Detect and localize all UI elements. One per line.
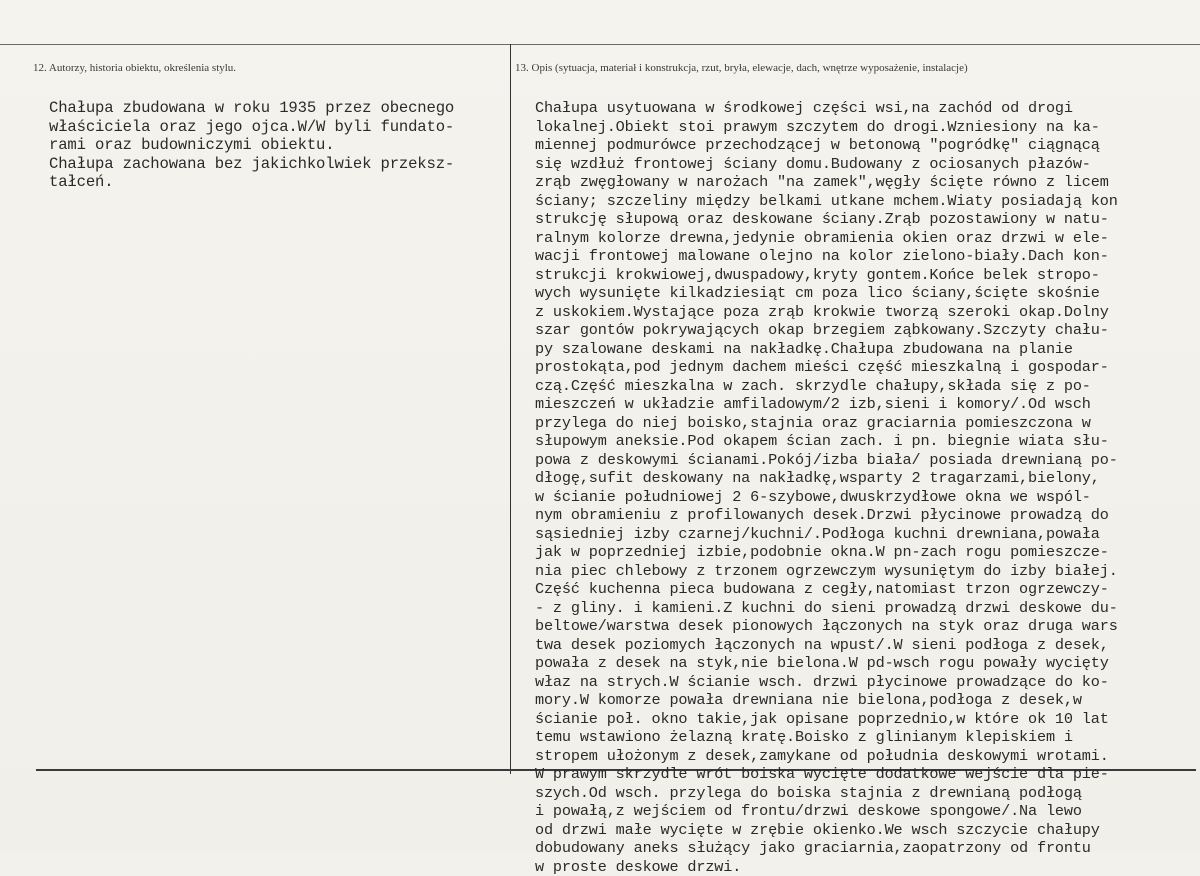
- section-13-text-line: w proste deskowe drzwi.: [535, 858, 1118, 876]
- section-13-text-line: temu wstawiono żelazną kratę.Boisko z glinianym klepiskiem i: [535, 728, 1118, 747]
- section-12-heading: 12. Autorzy, historia obiektu, określenia stylu.: [33, 62, 236, 74]
- section-13-text-line: powała z desek na styk,nie bielona.W pd-wsch rogu powały wycięty: [535, 654, 1118, 673]
- section-13-text-line: ściany; szczeliny między belkami utkane mchem.Wiaty posiadają kon: [535, 192, 1118, 211]
- section-13-text-line: zrąb zwęgłowany w narożach "na zamek",węgły ścięte równo z licem: [535, 173, 1118, 192]
- header-rule: [0, 44, 1200, 45]
- section-13-text-line: twa desek poziomych łączonych na wpust/.W sieni podłoga z desek,: [535, 636, 1118, 655]
- section-13-text-line: w ścianie południowej 2 6-szybowe,dwuskrzydłowe okna we wspól-: [535, 488, 1118, 507]
- section-13-text-line: strukcję słupową oraz deskowane ściany.Zrąb pozostawiony w natu-: [535, 210, 1118, 229]
- section-13-text-line: szych.Od wsch. przylega do boiska stajnia z drewnianą podłogą: [535, 784, 1118, 803]
- section-13-text-line: miennej podmurówce przechodzącej w betonową "pogródkę" ciągnącą: [535, 136, 1118, 155]
- section-12-text-line: rami oraz budowniczymi obiektu.: [49, 136, 454, 155]
- section-13-text-line: słupowym aneksie.Pod okapem ścian zach. i pn. biegnie wiata słu-: [535, 432, 1118, 451]
- section-13-text-line: py szalowane deskami na nakładkę.Chałupa zbudowana na planie: [535, 340, 1118, 359]
- section-13-text-line: z uskokiem.Wystające poza zrąb krokwie tworzą szeroki okap.Dolny: [535, 303, 1118, 322]
- section-13-text-line: i powałą,z wejściem od frontu/drzwi deskowe spongowe/.Na lewo: [535, 802, 1118, 821]
- section-13-text-line: Część kuchenna pieca budowana z cegły,natomiast trzon ogrzewczy-: [535, 580, 1118, 599]
- section-13-text-line: wacji frontowej malowane olejno na kolor zielono-biały.Dach kon-: [535, 247, 1118, 266]
- section-13-text-line: jak w poprzedniej izbie,podobnie okna.W pn-zach rogu pomieszcze-: [535, 543, 1118, 562]
- section-13-text-line: ralnym kolorze drewna,jedynie obramienia okien oraz drzwi w ele-: [535, 229, 1118, 248]
- section-13-text-line: właz na strych.W ścianie wsch. drzwi płycinowe prowadzące do ko-: [535, 673, 1118, 692]
- section-12-text-line: Chałupa zachowana bez jakichkolwiek przeksz-: [49, 155, 454, 174]
- section-13-text-line: czą.Część mieszkalna w zach. skrzydle chałupy,składa się z po-: [535, 377, 1118, 396]
- section-12-text-line: tałceń.: [49, 173, 454, 192]
- section-13-text-line: lokalnej.Obiekt stoi prawym szczytem do drogi.Wzniesiony na ka-: [535, 118, 1118, 137]
- section-13-text-line: przylega do niej boisko,stajnia oraz graciarnia pomieszczona w: [535, 414, 1118, 433]
- section-12-text-line: Chałupa zbudowana w roku 1935 przez obecnego: [49, 99, 454, 118]
- column-divider: [510, 44, 511, 774]
- section-13-text-line: nia piec chlebowy z trzonem ogrzewczym wysuniętym do izby białej.: [535, 562, 1118, 581]
- section-13-text-line: powa z deskowymi ścianami.Pokój/izba biała/ posiada drewnianą po-: [535, 451, 1118, 470]
- section-12-text: [49, 99, 454, 192]
- section-13-text-line: strukcji krokwiowej,dwuspadowy,kryty gontem.Końce belek stropo-: [535, 266, 1118, 285]
- section-13-text-line: mory.W komorze powała drewniana nie bielona,podłoga z desek,w: [535, 691, 1118, 710]
- section-13-text-line: nym obramieniu z profilowanych desek.Drzwi płycinowe prowadzą do: [535, 506, 1118, 525]
- section-13-text-line: dobudowany aneks służący jako graciarnia,zaopatrzony od frontu: [535, 839, 1118, 858]
- section-13-text-line: szar gontów pokrywających okap brzegiem ząbkowany.Szczyty chału-: [535, 321, 1118, 340]
- section-13-text-line: prostokąta,pod jednym dachem mieści część mieszkalną i gospodar-: [535, 358, 1118, 377]
- section-13-text-line: sąsiedniej izby czarnej/kuchni/.Podłoga kuchni drewniana,powała: [535, 525, 1118, 544]
- section-13-text-line: się wzdłuż frontowej ściany domu.Budowany z ociosanych płazów-: [535, 155, 1118, 174]
- section-13-text-line: wych wysunięte kilkadziesiąt cm poza lico ściany,ścięte skośnie: [535, 284, 1118, 303]
- section-13-text-line: - z gliny. i kamieni.Z kuchni do sieni prowadzą drzwi deskowe du-: [535, 599, 1118, 618]
- section-13-text-line: mieszczeń w układzie amfiladowym/2 izb,sieni i komory/.Od wsch: [535, 395, 1118, 414]
- section-13-text-line: od drzwi małe wycięte w zrębie okienko.We wsch szczycie chałupy: [535, 821, 1118, 840]
- section-13-text: [535, 99, 1118, 876]
- section-13-text-line: ścianie poł. okno takie,jak opisane poprzednio,w które ok 10 lat: [535, 710, 1118, 729]
- section-13-text-line: beltowe/warstwa desek pionowych łączonych na styk oraz druga wars: [535, 617, 1118, 636]
- section-13-text-line: stropem ułożonym z desek,zamykane od południa deskowymi wrotami.: [535, 747, 1118, 766]
- section-13-text-line: dłogę,sufit deskowany na nakładkę,wsparty 2 tragarzami,bielony,: [535, 469, 1118, 488]
- section-12-text-line: właściciela oraz jego ojca.W/W byli fundato-: [49, 118, 454, 137]
- section-13-text-line: Chałupa usytuowana w środkowej części wsi,na zachód od drogi: [535, 99, 1118, 118]
- section-13-heading: 13. Opis (sytuacja, materiał i konstrukcja, rzut, bryła, elewacje, dach, wnętrze wyposażenie, instalacje): [515, 62, 968, 74]
- section-13-text-line: W prawym skrzydle wrót boiska wycięte dodatkowe wejście dla pie-: [535, 765, 1118, 784]
